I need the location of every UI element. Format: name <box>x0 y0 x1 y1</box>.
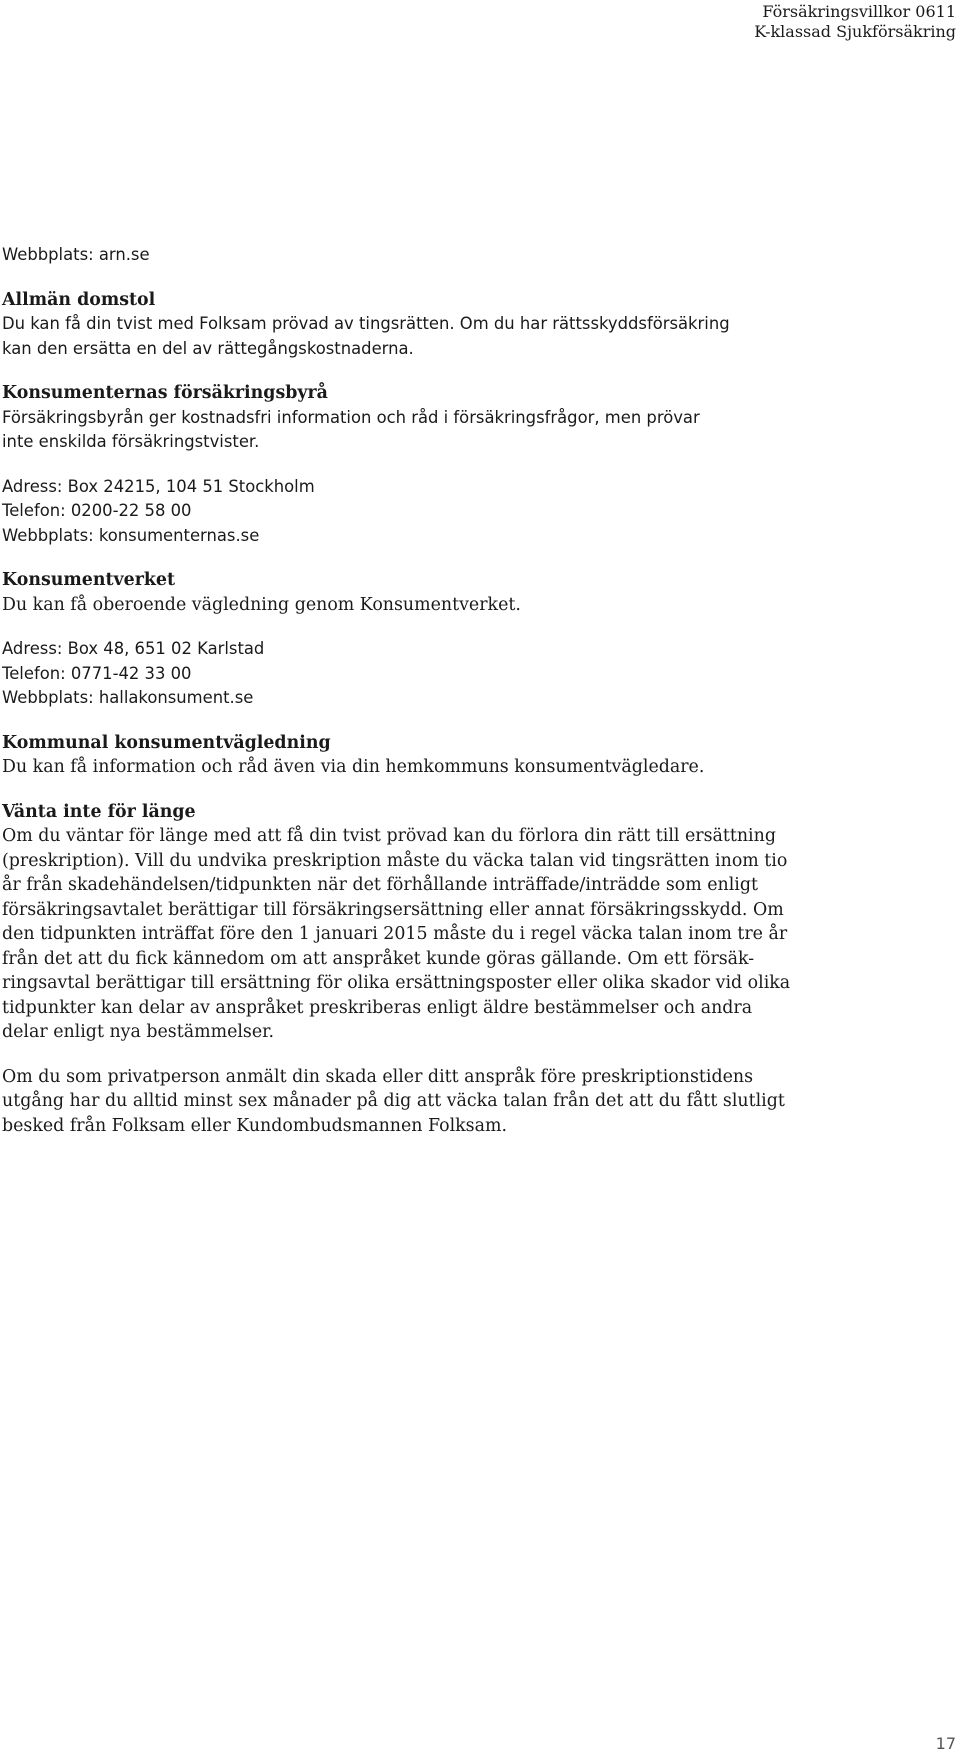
page-number: 17 <box>935 1734 956 1753</box>
prescription-text-line: (preskription). Vill du undvika preskription måste du väcka talan vid tingsrätten inom tio <box>2 850 788 871</box>
prescription-text-line: besked från Folksam eller Kundombudsmannen Folksam. <box>2 1115 507 1136</box>
section-court <box>2 288 802 362</box>
prescription-text-line: försäkringsavtalet berättigar till försäkringsersättning eller annat försäkringsskydd. Om <box>2 899 784 920</box>
header-doc-title: K-klassad Sjukförsäkring <box>754 22 956 41</box>
prescription-heading: Vänta inte för länge <box>2 801 196 822</box>
prescription-text-line: den tidpunkten inträffat före den 1 januari 2015 måste du i regel väcka talan inom tre år <box>2 924 788 944</box>
court-text-line: kan den ersätta en del av rättegångskostnaderna. <box>2 338 414 358</box>
document-header <box>754 2 956 42</box>
prescription-text-line: Om du som privatperson anmält din skada eller ditt anspråk före preskriptionstidens <box>2 1066 753 1087</box>
prescription-text-line: delar enligt nya bestämmelser. <box>2 1022 275 1042</box>
section-consumer-agency <box>2 568 802 711</box>
agency-text-line: Du kan få oberoende vägledning genom Konsumentverket. <box>2 594 521 615</box>
prescription-text-line: ringsavtal berättigar till ersättning för olika ersättningsposter eller olika skador vid olika <box>2 973 791 993</box>
agency-heading: Konsumentverket <box>2 570 176 590</box>
prescription-text-line: Om du väntar för länge med att få din tvist prövad kan du förlora din rätt till ersättning <box>2 826 776 846</box>
header-doc-number: Försäkringsvillkor 0611 <box>762 2 956 21</box>
prescription-text-line: år från skadehändelsen/tidpunkten när det förhållande inträffade/inträdde som enligt <box>2 875 758 895</box>
page-content <box>2 243 802 1138</box>
prescription-text-line: från det att du fick kännedom om att anspråket kunde göras gällande. Om ett försäk- <box>2 948 755 969</box>
agency-website: Webbplats: hallakonsument.se <box>2 688 254 707</box>
bureau-text-line: inte enskilda försäkringstvister. <box>2 432 260 451</box>
bureau-website: Webbplats: konsumenternas.se <box>2 525 260 545</box>
bureau-phone: Telefon: 0200-22 58 00 <box>2 501 192 520</box>
bureau-address: Adress: Box 24215, 104 51 Stockholm <box>2 476 315 496</box>
section-municipal-guidance <box>2 731 802 780</box>
bureau-text-line: Försäkringsbyrån ger kostnadsfri information och råd i försäkringsfrågor, men prövar <box>2 407 700 427</box>
bureau-heading: Konsumenternas försäkringsbyrå <box>2 383 328 403</box>
municipal-text-line: Du kan få information och råd även via din hemkommuns konsumentvägledare. <box>2 757 705 777</box>
section-insurance-bureau <box>2 381 802 548</box>
agency-phone: Telefon: 0771-42 33 00 <box>2 663 192 683</box>
agency-address: Adress: Box 48, 651 02 Karlstad <box>2 639 265 658</box>
prescription-text-line: tidpunkter kan delar av anspråket preskriberas enligt äldre bestämmelser och andra <box>2 997 753 1018</box>
municipal-heading: Kommunal konsumentvägledning <box>2 732 331 753</box>
court-text-line: Du kan få din tvist med Folksam prövad av tingsrätten. Om du har rättsskyddsförsäkring <box>2 314 730 333</box>
court-heading: Allmän domstol <box>2 289 156 310</box>
prescription-text-line: utgång har du alltid minst sex månader på dig att väcka talan från det att du fått slutligt <box>2 1091 785 1111</box>
section-prescription <box>2 800 802 1139</box>
arn-website: Webbplats: arn.se <box>2 245 150 264</box>
